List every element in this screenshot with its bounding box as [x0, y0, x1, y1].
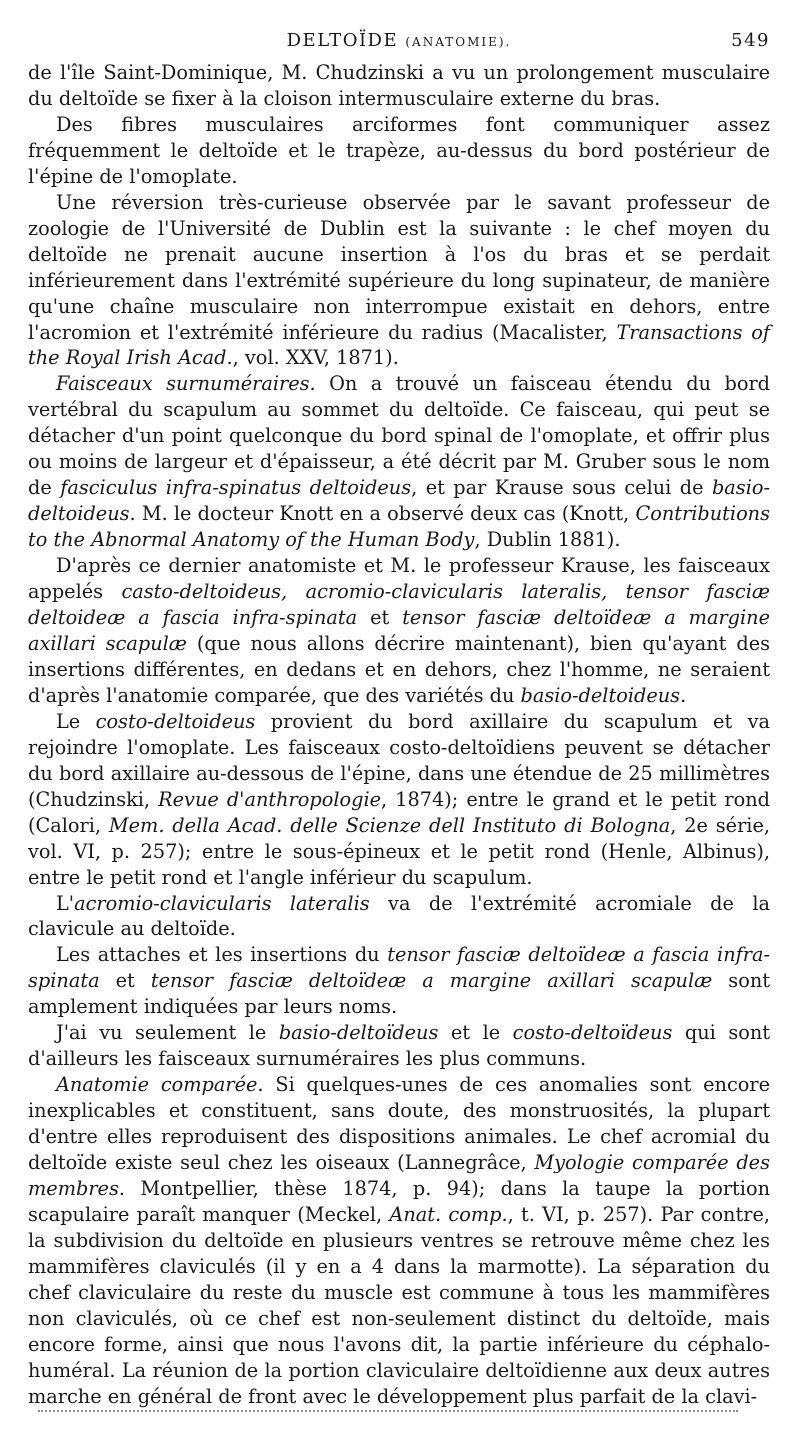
header-title: DELTOÏDE — [286, 30, 399, 51]
paragraph — [28, 891, 770, 943]
text-run: , Dublin 1881). — [474, 528, 621, 552]
paragraph — [28, 371, 770, 553]
text-run: et — [357, 606, 403, 630]
text-run: , et par Krause sous celui de — [411, 476, 712, 500]
text-run: qui sont d'ailleurs les faisceaux surnuméraires les plus communs. — [28, 1021, 770, 1071]
italic-text: tensor fasciæ deltoïdeæ a fascia infra-spinata — [28, 943, 770, 993]
italic-text: casto-deltoideus, acromio-clavicularis lateralis, tensor fasciæ deltoideæ a fascia infra-spinata — [28, 580, 770, 630]
text-run: Une réversion très-curieuse observée par le savant professeur de zoologie de l'Université de Dublin est la suivante : le chef moyen du deltoïde ne prenait aucune insertion à l'os du bras et se perdait inférieurement dans l'extrémité supérieure du long supinateur, de manière qu'une chaîne musculaire non interrompue existait en dehors, entre l'acromion et l'extrémité inférieure du radius (Macalister, — [28, 190, 770, 344]
italic-text: Anat. comp. — [389, 1202, 508, 1226]
page-bottom-rule — [38, 1410, 738, 1412]
text-run: On a trouvé un faisceau étendu du bord vertébral du scapulum au sommet du deltoïde. Ce faisceau, qui peut se détacher d'un point quelconque du bord spinal de l'omoplate, et offrir plus ou moins de largeur et d'épaisseur, a été décrit par M. Gruber sous le nom de — [28, 372, 771, 500]
italic-text: tensor fasciæ deltoïdeæ a margine axillari scapulæ — [150, 969, 713, 993]
text-run: , t. VI, p. 257). Par contre, la subdivision du deltoïde en plusieurs ventres se retrouve même chez les mammifères claviculés (il y en a 4 dans la marmotte). La séparation du chef claviculaire du reste du muscle est commune à tous les mammifères non claviculés, où ce chef est non-seulement distinct du deltoïde, mais encore forme, ainsi que nous l'avons dit, la partie inférieure du céphalo-huméral. La réunion de la portion claviculaire deltoïdienne aux deux autres marche en général de front avec le développement plus parfait de la clavi- — [28, 1202, 770, 1408]
paragraph — [28, 942, 770, 1020]
italic-text: Revue d'anthropologie — [158, 787, 382, 811]
paragraph — [28, 1020, 770, 1072]
running-head — [28, 30, 770, 58]
text-run: de l'île Saint-Dominique, M. Chudzinski a vu un prolongement musculaire du deltoïde se fixer à la cloison intermusculaire externe du bras. — [28, 61, 770, 110]
italic-text: Transactions of the Royal Irish Acad. — [28, 320, 771, 370]
italic-text: Contributions to the Abnormal Anatomy of the Human Body — [28, 502, 770, 552]
italic-text: costo-deltoïdeus — [512, 1021, 673, 1045]
text-run: . — [680, 683, 687, 707]
text-run: , 2e série, vol. VI, p. 257); entre le sous-épineux et le petit rond (Henle, Albinus), entre le petit rond et l'angle inférieur du scapulum. — [28, 813, 771, 889]
italic-text: Myologie comparée des membres — [28, 1151, 770, 1200]
text-run: D'après ce dernier anatomiste et M. le professeur Krause, les faisceaux appelés — [28, 554, 770, 604]
text-run: Le — [56, 709, 96, 733]
text-run: Les attaches et les insertions du — [56, 943, 388, 967]
running-title — [28, 30, 770, 51]
text-run: va de l'extrémité acromiale de la clavicule au deltoïde. — [28, 891, 770, 941]
italic-text: basio-deltoideus — [520, 683, 681, 707]
paragraph — [28, 1072, 770, 1409]
italic-text: acromio-clavicularis lateralis — [74, 891, 370, 915]
text-run: et — [99, 969, 151, 993]
text-run: . Montpellier, thèse 1874, p. 94); dans la taupe la portion scapulaire paraît manquer (Meckel, — [28, 1176, 770, 1226]
body-text — [28, 60, 770, 1410]
text-run: provient du bord axillaire du scapulum et va rejoindre l'omoplate. Les faisceaux costo-deltoïdiens peuvent se détacher du bord axillaire au-dessous de l'épine, dans une étendue de 25 millimètres (Chudzinski, — [28, 709, 771, 811]
italic-text: basio-deltoïdeus — [278, 1021, 439, 1045]
paragraph — [28, 553, 770, 709]
text-run: Des fibres musculaires arciformes font communiquer assez fréquemment le deltoïde et le trapèze, au-dessus du bord postérieur de l'épine de l'omoplate. — [28, 112, 770, 188]
text-run: (que nous allons décrire maintenant), bien qu'ayant des insertions différentes, en dedans et en dehors, chez l'homme, ne seraient d'après l'anatomie comparée, que des variétés du — [28, 631, 770, 707]
paragraph — [28, 60, 770, 112]
page-number: 549 — [731, 30, 770, 51]
text-run: , 1874); entre le grand et le petit rond (Calori, — [28, 787, 770, 837]
text-run: , vol. XXV, 1871). — [232, 346, 399, 370]
paragraph — [28, 190, 770, 372]
italic-text: basio-deltoideus — [28, 476, 770, 526]
italic-text: Mem. della Acad. delle Scienze dell Instituto di Bologna — [108, 813, 671, 837]
italic-text: costo-deltoideus — [95, 709, 256, 733]
text-run: J'ai vu seulement le — [56, 1021, 279, 1045]
header-subtitle: (ANATOMIE). — [405, 35, 512, 49]
text-run: sont amplement indiquées par leurs noms. — [28, 969, 770, 1019]
italic-text: Faisceaux surnuméraires. — [56, 372, 316, 396]
italic-text: fasciculus infra-spinatus deltoideus — [60, 476, 412, 500]
italic-text: tensor fasciæ deltoïdeæ a margine axillari scapulæ — [28, 606, 771, 655]
text-run: et le — [438, 1021, 513, 1045]
italic-text: Anatomie comparée. — [56, 1073, 264, 1097]
text-run: Si quelques-unes de ces anomalies sont encore inexplicables et constituent, sans doute, des monstruosités, la plupart d'entre elles reproduisent des dispositions animales. Le chef acromial du deltoïde existe seul chez les oiseaux (Lannegrâce, — [28, 1073, 770, 1175]
text-run: L' — [56, 891, 75, 915]
paragraph — [28, 709, 770, 891]
text-run: . M. le docteur Knott en a observé deux cas (Knott, — [129, 502, 636, 526]
paragraph — [28, 112, 770, 190]
